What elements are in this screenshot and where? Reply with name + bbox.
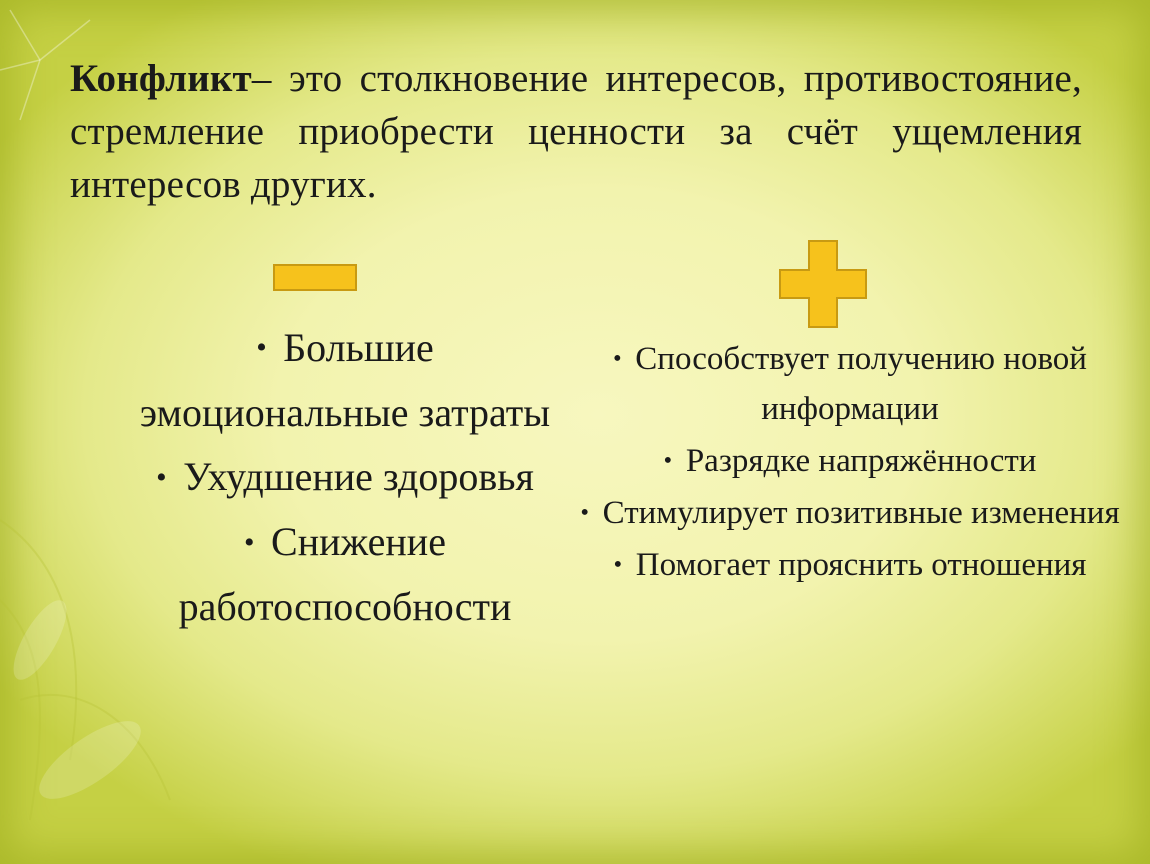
list-item-text: Ухудшение здоровья bbox=[183, 454, 534, 500]
list-item-text: Помогает прояснить отношения bbox=[635, 547, 1087, 584]
list-item bbox=[580, 334, 1120, 434]
list-item bbox=[580, 436, 1120, 486]
bullet-icon: • bbox=[580, 499, 590, 527]
list-item-text: Стимулирует позитивные изменения bbox=[602, 495, 1120, 532]
positive-consequences-list bbox=[580, 334, 1120, 592]
bullet-icon: • bbox=[256, 331, 267, 365]
list-item bbox=[120, 510, 570, 639]
bullet-icon: • bbox=[613, 551, 623, 579]
definition-body: – это столкновение интересов, противостояние, стремление приобрести ценности за счёт ущемления интересов других. bbox=[70, 57, 1082, 206]
list-item-text: Снижение работоспособности bbox=[178, 519, 512, 630]
list-item bbox=[580, 540, 1120, 590]
bullet-icon: • bbox=[663, 447, 673, 475]
list-item-text: Способствует получению новой информации bbox=[635, 341, 1087, 428]
definition-text bbox=[70, 52, 1082, 211]
bullet-icon: • bbox=[244, 525, 255, 559]
list-item bbox=[120, 445, 570, 510]
list-item-text: Большие эмоциональные затраты bbox=[139, 325, 551, 435]
definition-term: Конфликт bbox=[70, 57, 252, 100]
bullet-icon: • bbox=[156, 460, 167, 494]
list-item bbox=[120, 316, 570, 445]
plus-icon bbox=[779, 240, 867, 328]
negative-consequences-list bbox=[120, 316, 570, 640]
list-item-text: Разрядке напряжённости bbox=[685, 443, 1037, 480]
bullet-icon: • bbox=[613, 345, 622, 373]
list-item bbox=[580, 488, 1120, 538]
minus-icon bbox=[273, 264, 357, 291]
